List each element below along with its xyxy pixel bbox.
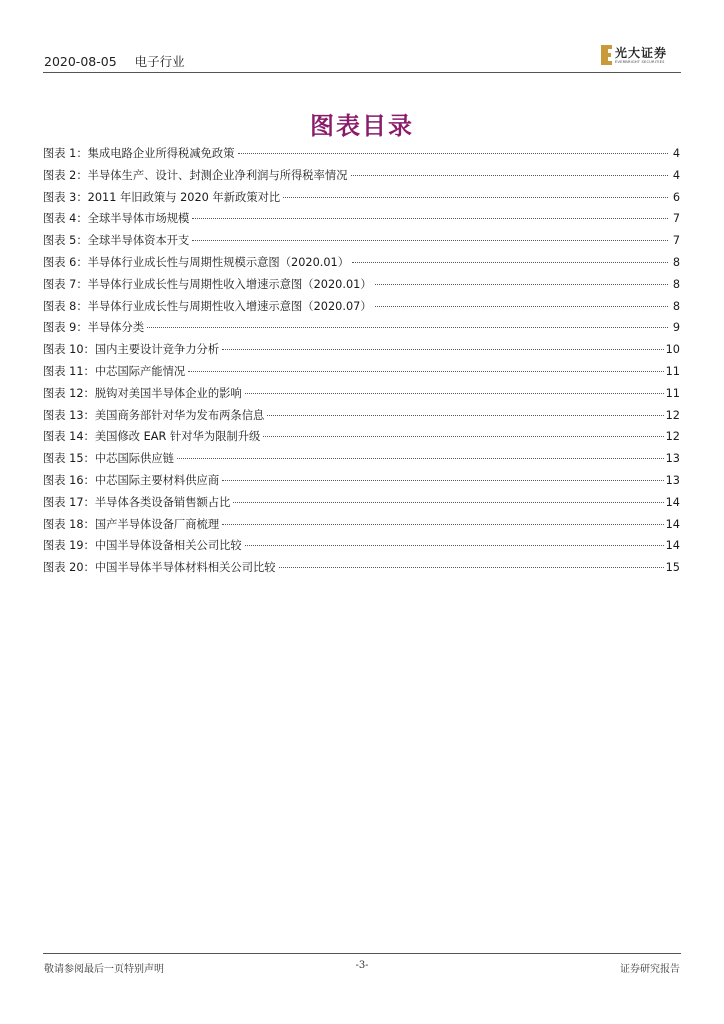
- toc-leader-dots: [188, 371, 663, 372]
- footer-report-type: 证券研究报告: [620, 964, 680, 975]
- toc-entry-label: 图表 13：美国商务部针对华为发布两条信息: [43, 408, 265, 422]
- toc-leader-dots: [283, 197, 668, 198]
- toc-entry-label: 图表 3：2011 年旧政策与 2020 年新政策对比: [43, 190, 281, 204]
- toc-leader-dots: [245, 545, 664, 546]
- toc-entry-page: 14: [665, 495, 680, 509]
- toc-entry-label: 图表 1：集成电路企业所得税减免政策: [43, 147, 235, 160]
- logo-text-cn: 光大证券: [615, 46, 668, 60]
- toc-entry-page: 12: [665, 408, 680, 422]
- toc-entry-label: 图表 12：脱钩对美国半导体企业的影响: [43, 386, 242, 400]
- toc-entry-page: 6: [672, 190, 680, 204]
- toc-entry[interactable]: [43, 320, 680, 342]
- toc-entry-label: 图表 17：半导体各类设备销售额占比: [43, 495, 231, 509]
- toc-entry[interactable]: [43, 190, 680, 212]
- toc-entry[interactable]: [43, 386, 680, 408]
- toc-entry-page: 9: [672, 321, 680, 335]
- toc-leader-dots: [222, 480, 664, 481]
- toc-entry[interactable]: [43, 560, 680, 582]
- page-number: -3-: [355, 960, 369, 971]
- header-divider: [43, 72, 681, 73]
- toc-entry-page: 8: [672, 277, 680, 291]
- logo-text-en: EVERBRIGHT SECURITIES: [615, 60, 665, 64]
- toc-entry-page: 11: [665, 386, 680, 400]
- toc-entry-page: 10: [665, 343, 680, 357]
- toc-entry-page: 8: [672, 255, 680, 269]
- toc-entry[interactable]: [43, 255, 680, 277]
- toc-entry[interactable]: [43, 408, 680, 430]
- toc-leader-dots: [279, 567, 664, 568]
- report-date: 2020-08-05: [44, 54, 117, 69]
- logo-mark-icon: [601, 45, 608, 65]
- toc-entry[interactable]: [43, 429, 680, 451]
- toc-entry[interactable]: [43, 517, 680, 539]
- toc-entry-page: 4: [672, 168, 680, 182]
- brand-logo: [601, 45, 681, 67]
- toc-entry-label: 图表 16：中芯国际主要材料供应商: [43, 473, 220, 487]
- footer-disclaimer: 敬请参阅最后一页特别声明: [44, 964, 164, 975]
- toc-leader-dots: [192, 240, 668, 241]
- toc-entry-page: 13: [665, 452, 680, 466]
- toc-entry-page: 14: [665, 517, 680, 531]
- toc-entry[interactable]: [43, 342, 680, 364]
- toc-entry-page: 7: [672, 212, 680, 226]
- toc-entry-label: 图表 7：半导体行业成长性与周期性收入增速示意图（2020.01）: [43, 277, 372, 291]
- toc-entry-label: 图表 6：半导体行业成长性与周期性规模示意图（2020.01）: [43, 255, 350, 269]
- toc-leader-dots: [147, 327, 668, 328]
- toc-entry-page: 11: [665, 364, 680, 378]
- toc-leader-dots: [222, 349, 664, 350]
- toc-entry[interactable]: [43, 451, 680, 473]
- toc-entry[interactable]: [43, 299, 680, 321]
- toc-entry-label: 图表 14：美国修改 EAR 针对华为限制升级: [43, 430, 261, 444]
- toc-leader-dots: [267, 415, 663, 416]
- toc-leader-dots: [375, 284, 668, 285]
- toc-leader-dots: [192, 218, 668, 219]
- toc-entry-label: 图表 15：中芯国际供应链: [43, 452, 174, 466]
- toc-leader-dots: [245, 393, 664, 394]
- toc-entry-page: 12: [665, 430, 680, 444]
- toc-entry-label: 图表 9：半导体分类: [43, 321, 145, 335]
- toc-leader-dots: [238, 153, 668, 154]
- toc-entry[interactable]: [43, 277, 680, 299]
- toc-entry[interactable]: [43, 211, 680, 233]
- toc-entry[interactable]: [43, 495, 680, 517]
- toc-leader-dots: [177, 458, 664, 459]
- toc-entry-label: 图表 8：半导体行业成长性与周期性收入增速示意图（2020.07）: [43, 299, 372, 313]
- industry-label: 电子行业: [134, 54, 185, 69]
- toc-entry[interactable]: [43, 146, 680, 168]
- toc-entry-label: 图表 2：半导体生产、设计、封测企业净利润与所得税率情况: [43, 168, 348, 182]
- toc-entry-page: 7: [672, 234, 680, 248]
- page-header: [44, 52, 185, 70]
- toc-entry-page: 15: [665, 561, 680, 575]
- toc-entry-label: 图表 19：中国半导体设备相关公司比较: [43, 539, 242, 553]
- toc-entry-page: 13: [665, 473, 680, 487]
- toc-leader-dots: [375, 306, 668, 307]
- toc-entry-label: 图表 5：全球半导体资本开支: [43, 234, 190, 248]
- toc-entry-label: 图表 20：中国半导体半导体材料相关公司比较: [43, 561, 276, 575]
- toc-entry-page: 4: [672, 147, 680, 160]
- toc-entry-label: 图表 18：国产半导体设备厂商梳理: [43, 517, 220, 531]
- toc-leader-dots: [352, 262, 668, 263]
- toc-entry[interactable]: [43, 538, 680, 560]
- toc-leader-dots: [233, 502, 663, 503]
- toc-leader-dots: [351, 175, 669, 176]
- toc-entry[interactable]: [43, 473, 680, 495]
- toc-entry[interactable]: [43, 233, 680, 255]
- page-title: 图表目录: [310, 111, 414, 140]
- toc-entry-page: 8: [672, 299, 680, 313]
- toc-entry-label: 图表 11：中芯国际产能情况: [43, 364, 186, 378]
- toc-entry[interactable]: [43, 168, 680, 190]
- toc-entry-page: 14: [665, 539, 680, 553]
- toc-entry[interactable]: [43, 364, 680, 386]
- toc-list: [43, 146, 680, 582]
- toc-entry-label: 图表 10：国内主要设计竞争力分析: [43, 343, 220, 357]
- toc-entry-label: 图表 4：全球半导体市场规模: [43, 212, 190, 226]
- footer-divider: [43, 953, 681, 954]
- toc-leader-dots: [263, 436, 663, 437]
- toc-leader-dots: [222, 524, 664, 525]
